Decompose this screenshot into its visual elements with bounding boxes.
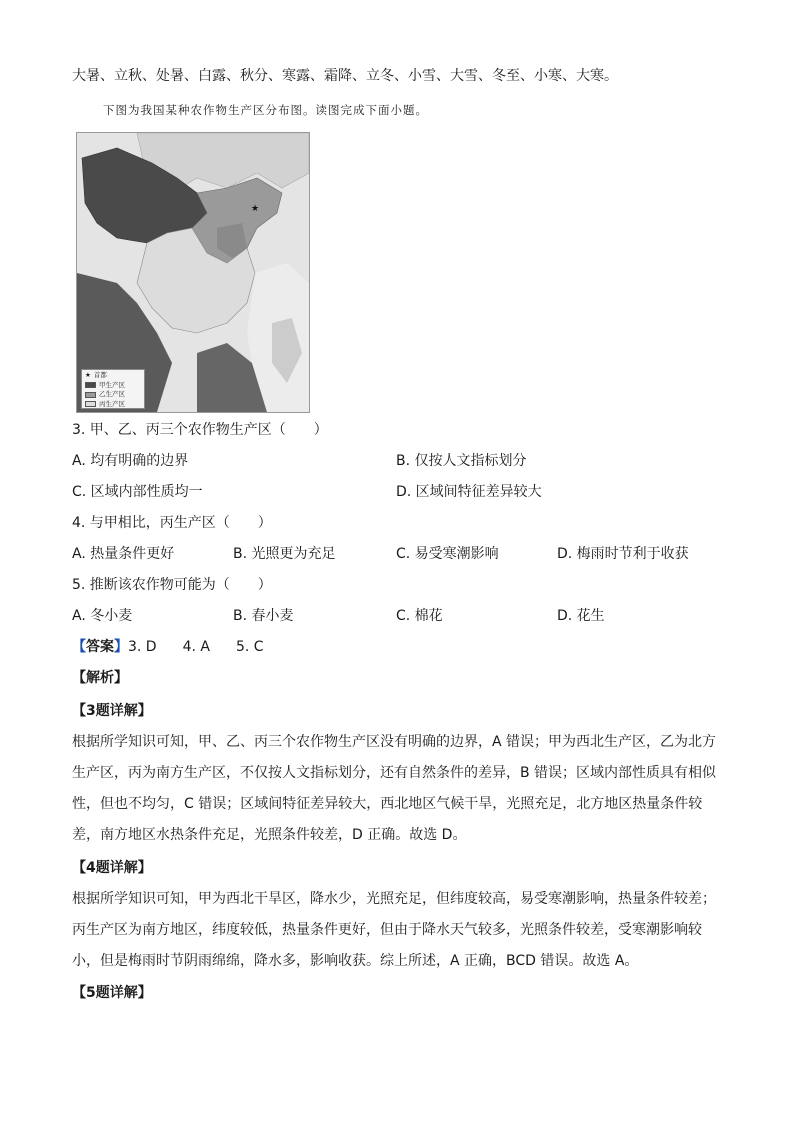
question-intro: 下图为我国某种农作物生产区分布图。读图完成下面小题。	[103, 103, 428, 117]
legend-item-bing: 丙生产区	[85, 400, 141, 410]
legend-swatch	[85, 401, 96, 407]
q4-option-b[interactable]: B. 光照更为充足	[233, 546, 336, 562]
answer-3: 3. D	[128, 639, 157, 655]
answer-5: 5. C	[235, 639, 264, 655]
solar-terms-line: 大暑、立秋、处暑、白露、秋分、寒露、霜降、立冬、小雪、大雪、冬至、小寒、大寒。	[72, 68, 618, 84]
answer-label: 答案	[86, 639, 114, 655]
q4-option-c[interactable]: C. 易受寒潮影响	[396, 546, 499, 562]
answer-line	[72, 637, 264, 657]
q4-option-a[interactable]: A. 热量条件更好	[72, 546, 175, 562]
q3-option-d[interactable]: D. 区域间特征差异较大	[396, 484, 542, 500]
detail-3-title: 【3题详解】	[72, 703, 152, 719]
analysis-label: 【解析】	[72, 670, 128, 686]
detail-4-text: 根据所学知识可知，甲为西北干旱区，降水少，光照充足，但纬度较高，易受寒潮影响，热量条件较差；丙生产区为南方地区，纬度较低，热量条件更好，但由于降水天气较多，光照条件较差，受寒潮影响较小，但是梅雨时节阴雨绵绵，降水多，影响收获。综上所述，A 正确，BCD 错误。故选 A。	[72, 891, 716, 969]
legend-item-capital: ★ 首都	[85, 371, 107, 379]
detail-3-text: 根据所学知识可知，甲、乙、丙三个农作物生产区没有明确的边界，A 错误；甲为西北生产区，乙为北方生产区，丙为南方生产区，不仅按人文指标划分，还有自然条件的差异，B 错误；区域内部性质具有相似性，但也不均匀，C 错误；区域间特征差异较大，西北地区气候干旱，光照充足，北方地区热量条件较差，南方地区水热条件充足，光照条件较差，D 正确。故选 D。	[72, 734, 717, 843]
detail-4-title: 【4题详解】	[72, 860, 152, 876]
legend-item-jia: 甲生产区	[85, 381, 141, 391]
legend-swatch	[85, 382, 96, 388]
detail-5-title: 【5题详解】	[72, 985, 152, 1001]
legend-swatch	[85, 392, 96, 398]
q3-stem: 3. 甲、乙、丙三个农作物生产区（ ）	[72, 422, 328, 438]
q3-option-c[interactable]: C. 区域内部性质均一	[72, 484, 203, 500]
q4-option-d[interactable]: D. 梅雨时节利于收获	[557, 546, 689, 562]
answer-bracket-close: 】	[114, 639, 128, 655]
q5-option-a[interactable]: A. 冬小麦	[72, 608, 133, 624]
q5-option-d[interactable]: D. 花生	[557, 608, 605, 624]
q4-stem: 4. 与甲相比，丙生产区（ ）	[72, 515, 272, 531]
map-legend	[81, 369, 145, 409]
answer-bracket-open: 【	[72, 639, 86, 655]
q3-option-a[interactable]: A. 均有明确的边界	[72, 453, 189, 469]
crop-production-map	[76, 132, 310, 413]
svg-text:★: ★	[251, 204, 260, 214]
q3-option-b[interactable]: B. 仅按人文指标划分	[396, 453, 527, 469]
q5-option-c[interactable]: C. 棉花	[396, 608, 443, 624]
legend-item-yi: 乙生产区	[85, 390, 141, 400]
star-icon: ★	[85, 371, 91, 379]
q5-stem: 5. 推断该农作物可能为（ ）	[72, 577, 272, 593]
q5-option-b[interactable]: B. 春小麦	[233, 608, 294, 624]
answer-4: 4. A	[182, 639, 210, 655]
